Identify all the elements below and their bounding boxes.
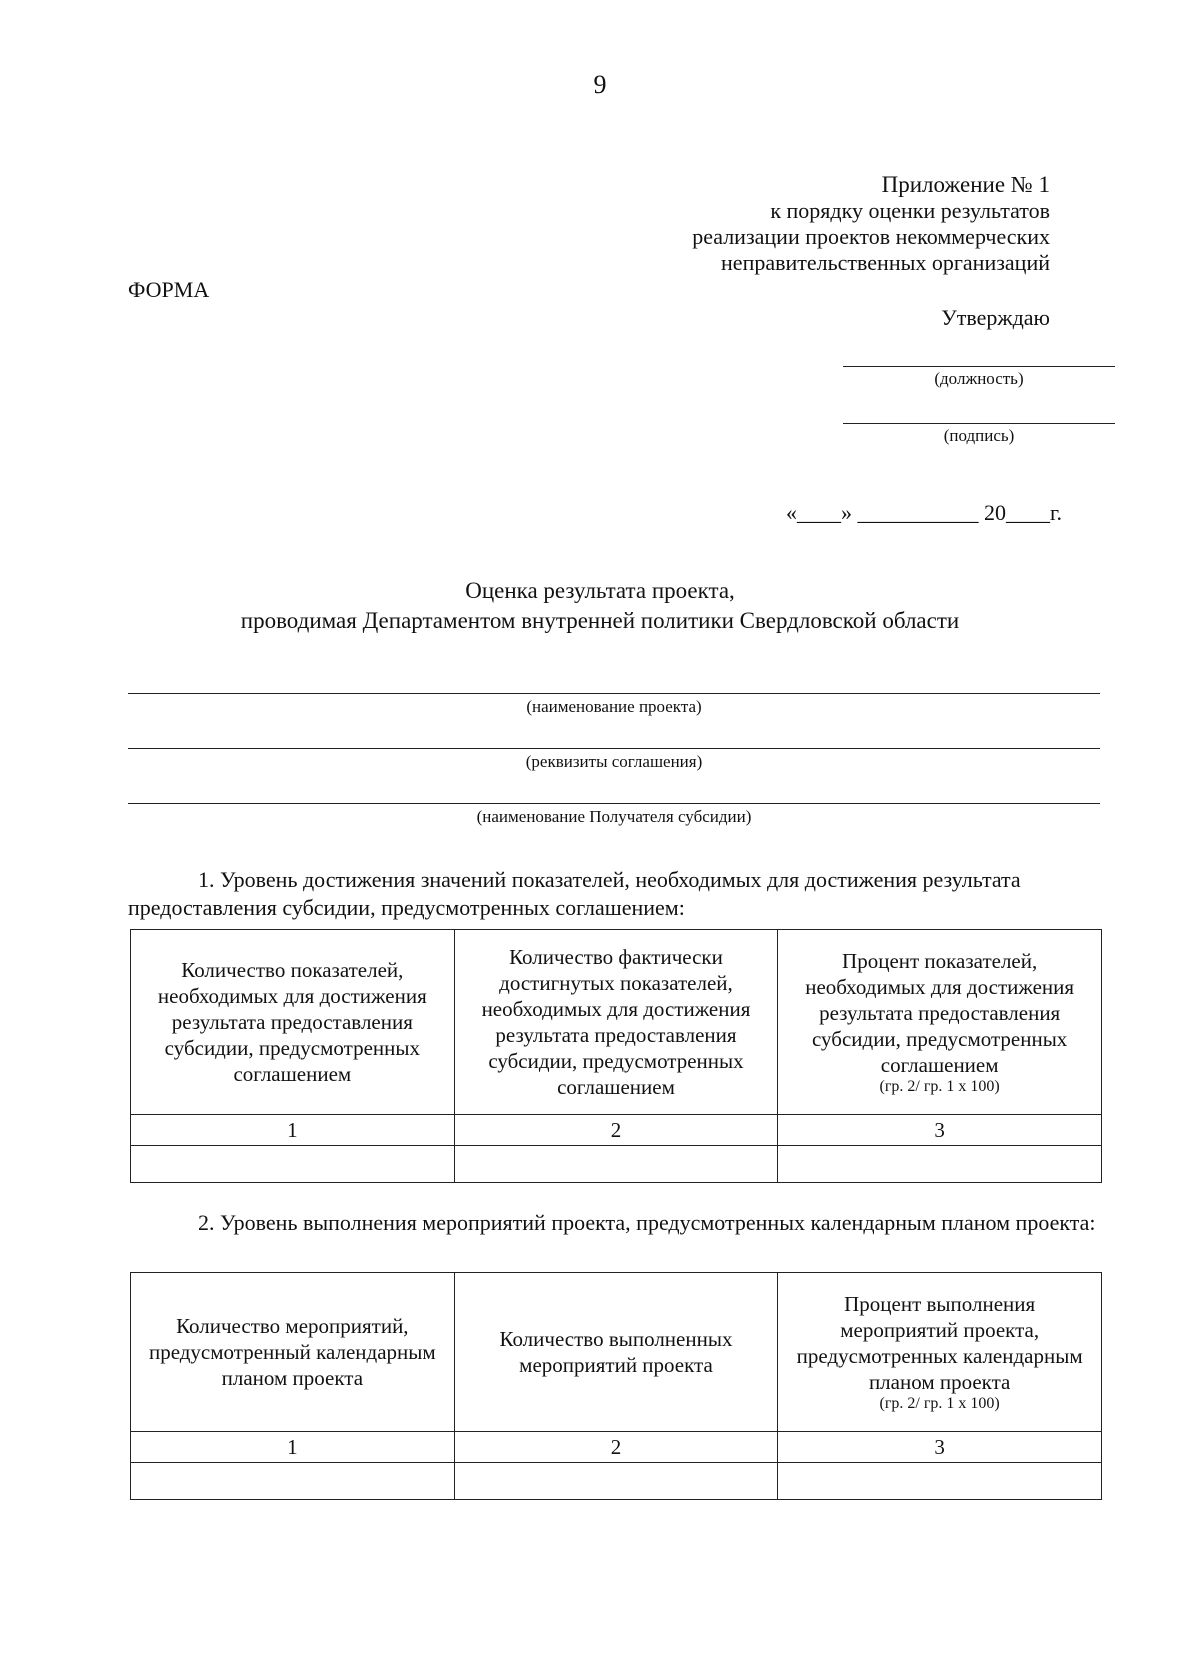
section-1-text: 1. Уровень достижения значений показателей, необходимых для достижения результата предоставления субсидии, предусмотренных соглашением: <box>128 867 1021 920</box>
column-number: 3 <box>778 1432 1102 1463</box>
activities-table <box>130 1272 1102 1500</box>
table-header-row <box>131 930 1102 1115</box>
input-cell[interactable] <box>131 1463 455 1500</box>
position-line[interactable] <box>843 366 1115 367</box>
annex-line: неправительственных организаций <box>721 250 1050 275</box>
table-row <box>131 1463 1102 1500</box>
signature-line[interactable] <box>843 423 1115 424</box>
input-cell[interactable] <box>778 1146 1102 1183</box>
table-header-cell: Количество выполненных мероприятий проекта <box>454 1273 778 1432</box>
table-number-row <box>131 1432 1102 1463</box>
column-number: 1 <box>131 1115 455 1146</box>
table-header-row <box>131 1273 1102 1432</box>
signature-caption: (подпись) <box>943 426 1015 445</box>
approval-date-line[interactable]: «____» ___________ 20____г. <box>785 500 1062 525</box>
indicators-table <box>130 929 1102 1183</box>
input-cell[interactable] <box>454 1463 778 1500</box>
table-header-cell: Количество показателей, необходимых для достижения результата предоставления субсидии, предусмотренных соглашением <box>131 930 455 1115</box>
column-number: 3 <box>778 1115 1102 1146</box>
table-header-cell <box>778 930 1102 1115</box>
position-caption: (должность) <box>934 369 1024 388</box>
annex-title: Приложение № 1 <box>881 172 1050 197</box>
heading-line-2: проводимая Департаментом внутренней политики Свердловской области <box>240 608 960 633</box>
formula-note: (гр. 2/ гр. 1 х 100) <box>879 1078 1000 1095</box>
annex-line: реализации проектов некоммерческих <box>692 224 1050 249</box>
form-label: ФОРМА <box>128 277 210 302</box>
column-number: 2 <box>454 1432 778 1463</box>
input-cell[interactable] <box>454 1146 778 1183</box>
page-number: 9 <box>593 70 607 99</box>
approval-label: Утверждаю <box>941 305 1050 330</box>
agreement-details-caption: (реквизиты соглашения) <box>525 752 703 771</box>
table-header-cell <box>778 1273 1102 1432</box>
document-heading <box>0 576 1200 636</box>
project-name-line[interactable] <box>128 693 1100 694</box>
agreement-details-line[interactable] <box>128 748 1100 749</box>
recipient-name-caption: (наименование Получателя субсидии) <box>476 807 752 826</box>
table-header-text: Процент выполнения мероприятий проекта, предусмотренных календарным планом проекта <box>796 1292 1083 1394</box>
column-number: 1 <box>131 1432 455 1463</box>
table-header-cell: Количество фактически достигнутых показателей, необходимых для достижения результата предоставления субсидии, предусмотренных соглашением <box>454 930 778 1115</box>
recipient-name-line[interactable] <box>128 803 1100 804</box>
formula-note: (гр. 2/ гр. 1 х 100) <box>879 1395 1000 1412</box>
heading-line-1: Оценка результата проекта, <box>465 578 735 603</box>
table-number-row <box>131 1115 1102 1146</box>
section-2-text: 2. Уровень выполнения мероприятий проекта, предусмотренных календарным планом проекта: <box>198 1210 1096 1235</box>
table-row <box>131 1146 1102 1183</box>
column-number: 2 <box>454 1115 778 1146</box>
input-cell[interactable] <box>131 1146 455 1183</box>
project-name-caption: (наименование проекта) <box>526 697 702 716</box>
annex-block <box>692 172 1050 276</box>
table-header-cell: Количество мероприятий, предусмотренный календарным планом проекта <box>131 1273 455 1432</box>
annex-line: к порядку оценки результатов <box>770 198 1050 223</box>
table-header-text: Процент показателей, необходимых для достижения результата предоставления субсидии, предусмотренных соглашением <box>805 949 1075 1077</box>
input-cell[interactable] <box>778 1463 1102 1500</box>
